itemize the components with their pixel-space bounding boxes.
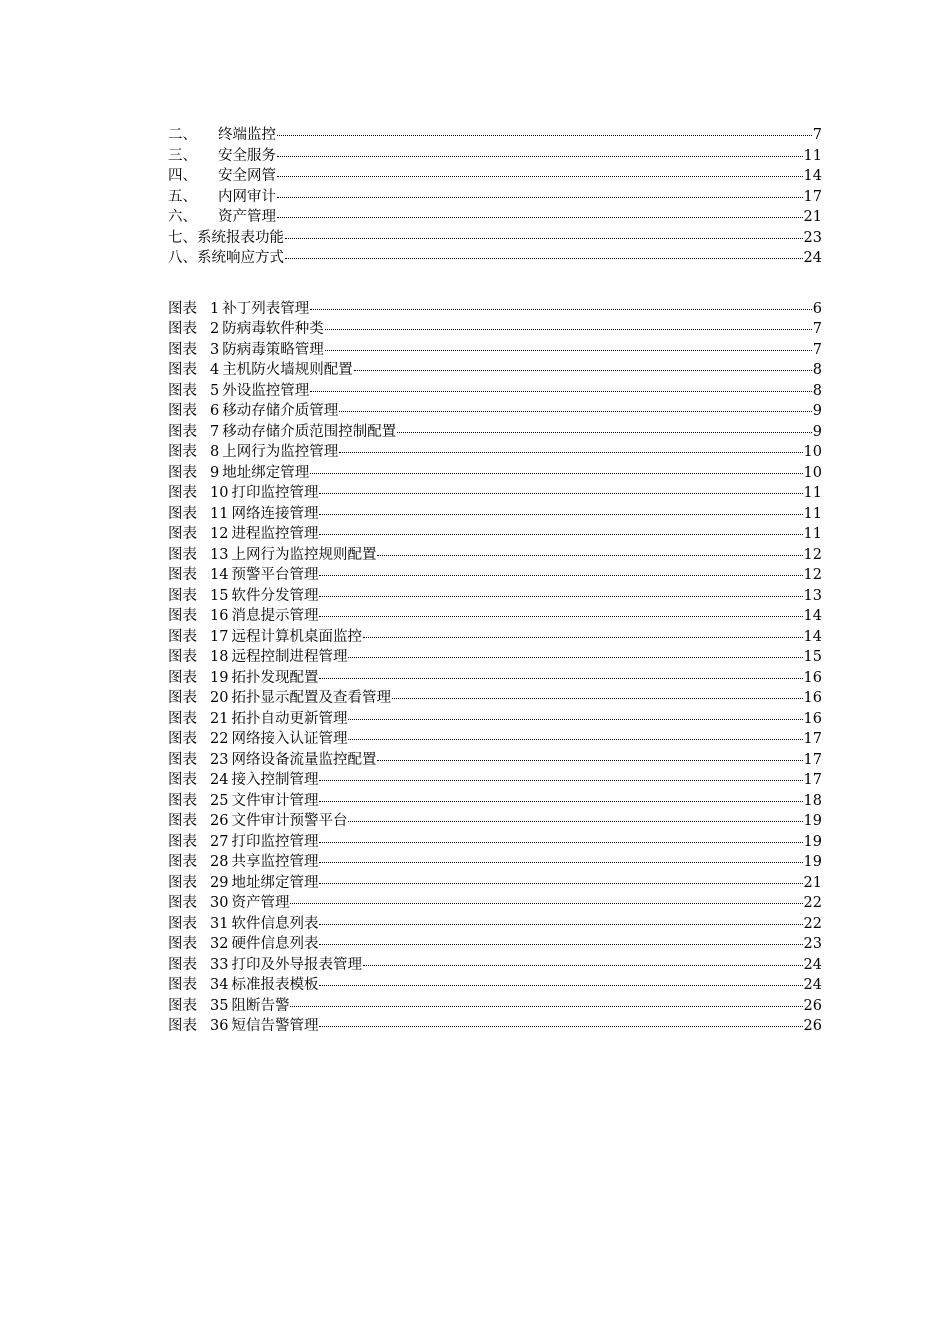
figure-number: 34 (210, 977, 229, 993)
figure-page: 22 (803, 895, 822, 911)
figure-prefix: 图表 (168, 505, 197, 522)
figure-prefix: 图表 (168, 587, 197, 604)
table-of-contents (168, 125, 822, 1037)
figure-number: 31 (210, 915, 229, 932)
toc-entry-number: 四、 (168, 168, 197, 184)
figure-prefix: 图表 (168, 628, 197, 645)
figure-entry[interactable] (168, 606, 822, 627)
figure-number: 21 (210, 710, 229, 727)
figure-title: 上网行为监控管理 (222, 444, 339, 460)
figure-title: 地址绑定管理 (231, 874, 319, 891)
figure-page: 22 (803, 915, 822, 932)
figure-title: 文件审计管理 (231, 792, 319, 809)
figure-number: 8 (210, 444, 220, 460)
figure-number: 28 (210, 854, 229, 870)
figure-title: 拓扑自动更新管理 (231, 710, 348, 727)
figure-prefix: 图表 (168, 608, 197, 624)
dot-leader (319, 616, 802, 617)
dot-leader (277, 217, 803, 218)
figure-page: 11 (803, 485, 822, 501)
figure-prefix: 图表 (168, 423, 197, 440)
figure-prefix: 图表 (168, 464, 197, 481)
figure-number: 6 (210, 403, 220, 419)
figure-number: 30 (210, 895, 229, 911)
figure-title: 接入控制管理 (231, 772, 319, 788)
figure-prefix: 图表 (168, 382, 197, 399)
figure-title: 文件审计预警平台 (231, 813, 348, 829)
dot-leader (319, 534, 802, 535)
figure-title: 防病毒软件种类 (222, 321, 324, 337)
figure-title: 进程监控管理 (231, 526, 319, 542)
figure-entry[interactable] (168, 750, 822, 771)
section-list (168, 125, 822, 269)
figure-entry[interactable] (168, 504, 822, 525)
figure-entry[interactable] (168, 770, 822, 791)
figure-prefix: 图表 (168, 546, 197, 563)
figure-title: 打印监控管理 (231, 485, 319, 501)
toc-entry[interactable] (168, 146, 822, 167)
dot-leader (319, 780, 802, 781)
figure-prefix: 图表 (168, 833, 197, 850)
figure-entry[interactable] (168, 442, 822, 463)
figure-prefix: 图表 (168, 772, 197, 788)
figure-number: 4 (210, 362, 220, 378)
figure-page: 24 (803, 956, 822, 973)
figure-entry[interactable] (168, 401, 822, 422)
toc-entry-number: 二、 (168, 127, 197, 143)
figure-page: 9 (812, 403, 822, 419)
figure-prefix: 图表 (168, 321, 197, 337)
dot-leader (277, 135, 812, 136)
figure-page: 10 (803, 464, 822, 481)
figure-entry[interactable] (168, 565, 822, 586)
dot-leader (348, 739, 802, 740)
dot-leader (377, 760, 802, 761)
figure-entry[interactable] (168, 709, 822, 730)
dot-leader (397, 432, 812, 433)
figure-prefix: 图表 (168, 690, 197, 706)
dot-leader (319, 596, 802, 597)
figure-number: 7 (210, 423, 220, 440)
dot-leader (319, 944, 802, 945)
toc-entry-title: 资产管理 (218, 209, 276, 225)
toc-entry-page: 21 (803, 209, 822, 225)
dot-leader (319, 493, 802, 494)
figure-prefix: 图表 (168, 567, 197, 583)
figure-entry[interactable] (168, 1016, 822, 1037)
figure-title: 软件分发管理 (231, 587, 319, 604)
toc-entry-page: 23 (803, 229, 822, 246)
figure-number: 22 (210, 731, 229, 747)
figure-prefix: 图表 (168, 813, 197, 829)
dot-leader (348, 719, 802, 720)
figure-page: 12 (803, 567, 822, 583)
figure-prefix: 图表 (168, 300, 197, 317)
figure-number: 35 (210, 997, 229, 1014)
dot-leader (319, 883, 802, 884)
figure-number: 25 (210, 792, 229, 809)
figure-prefix: 图表 (168, 649, 197, 665)
figure-prefix: 图表 (168, 444, 197, 460)
dot-leader (319, 862, 802, 863)
figure-entry[interactable] (168, 914, 822, 935)
figure-number: 12 (210, 526, 229, 542)
figure-page: 24 (803, 977, 822, 993)
figure-page: 6 (812, 300, 822, 317)
figure-page: 19 (803, 813, 822, 829)
figure-title: 拓扑显示配置及查看管理 (231, 690, 391, 706)
figure-prefix: 图表 (168, 854, 197, 870)
dot-leader (277, 176, 803, 177)
figure-entry[interactable] (168, 996, 822, 1017)
figure-title: 地址绑定管理 (222, 464, 310, 481)
toc-entry-page: 7 (812, 127, 822, 143)
toc-entry-number: 五、 (168, 188, 197, 205)
figure-number: 16 (210, 608, 229, 624)
dot-leader (319, 842, 802, 843)
figure-title: 移动存储介质管理 (222, 403, 339, 419)
toc-entry-title: 安全服务 (218, 147, 276, 164)
figure-title: 移动存储介质范围控制配置 (222, 423, 397, 440)
dot-leader (348, 657, 802, 658)
dot-leader (325, 350, 812, 351)
figure-entry[interactable] (168, 791, 822, 812)
figure-title: 硬件信息列表 (231, 936, 319, 952)
figure-entry[interactable] (168, 340, 822, 361)
figure-page: 23 (803, 936, 822, 952)
figure-page: 19 (803, 833, 822, 850)
figure-page: 14 (803, 608, 822, 624)
figure-title: 软件信息列表 (231, 915, 319, 932)
figure-number: 1 (210, 300, 220, 317)
figure-entry[interactable] (168, 586, 822, 607)
figure-title: 上网行为监控规则配置 (231, 546, 377, 563)
dot-leader (319, 985, 802, 986)
toc-entry-title: 内网审计 (218, 188, 276, 205)
dot-leader (310, 309, 812, 310)
figure-page: 13 (803, 587, 822, 604)
toc-entry-title: 系统响应方式 (197, 250, 284, 266)
dot-leader (319, 514, 802, 515)
figure-prefix: 图表 (168, 977, 197, 993)
figure-prefix: 图表 (168, 956, 197, 973)
figure-page: 10 (803, 444, 822, 460)
dot-leader (310, 473, 802, 474)
figure-list (168, 299, 822, 1037)
figure-title: 网络连接管理 (231, 505, 319, 522)
figure-number: 19 (210, 669, 229, 686)
figure-entry[interactable] (168, 627, 822, 648)
toc-entry[interactable] (168, 166, 822, 187)
figure-number: 23 (210, 751, 229, 768)
figure-title: 短信告警管理 (231, 1018, 319, 1034)
dot-leader (285, 238, 803, 239)
figure-number: 15 (210, 587, 229, 604)
figure-number: 33 (210, 956, 229, 973)
figure-entry[interactable] (168, 729, 822, 750)
figure-page: 21 (803, 874, 822, 891)
figure-prefix: 图表 (168, 751, 197, 768)
toc-entry-number: 三、 (168, 147, 197, 164)
figure-page: 16 (803, 710, 822, 727)
figure-number: 26 (210, 813, 229, 829)
dot-leader (310, 391, 812, 392)
figure-number: 14 (210, 567, 229, 583)
figure-page: 12 (803, 546, 822, 563)
toc-entry-title: 系统报表功能 (197, 229, 284, 246)
figure-page: 8 (812, 382, 822, 399)
dot-leader (354, 370, 812, 371)
figure-entry[interactable] (168, 832, 822, 853)
figure-prefix: 图表 (168, 874, 197, 891)
figure-page: 19 (803, 854, 822, 870)
figure-title: 资产管理 (231, 895, 290, 911)
figure-number: 3 (210, 341, 220, 358)
figure-prefix: 图表 (168, 669, 197, 686)
figure-number: 13 (210, 546, 229, 563)
figure-title: 打印及外导报表管理 (231, 956, 362, 973)
figure-entry[interactable] (168, 545, 822, 566)
figure-title: 主机防火墙规则配置 (222, 362, 353, 378)
dot-leader (339, 452, 802, 453)
figure-prefix: 图表 (168, 1018, 197, 1034)
figure-entry[interactable] (168, 299, 822, 320)
figure-page: 9 (812, 423, 822, 440)
dot-leader (363, 965, 803, 966)
figure-entry[interactable] (168, 647, 822, 668)
dot-leader (319, 575, 802, 576)
figure-number: 20 (210, 690, 229, 706)
figure-number: 27 (210, 833, 229, 850)
toc-entry[interactable] (168, 248, 822, 269)
figure-prefix: 图表 (168, 710, 197, 727)
toc-entry[interactable] (168, 125, 822, 146)
figure-prefix: 图表 (168, 341, 197, 358)
figure-page: 26 (803, 997, 822, 1014)
figure-page: 15 (803, 649, 822, 665)
dot-leader (377, 555, 802, 556)
toc-entry-title: 终端监控 (218, 127, 276, 143)
figure-number: 18 (210, 649, 229, 665)
dot-leader (277, 156, 803, 157)
figure-page: 26 (803, 1018, 822, 1034)
figure-prefix: 图表 (168, 485, 197, 501)
list-spacer (168, 269, 822, 299)
figure-page: 7 (812, 321, 822, 337)
figure-entry[interactable] (168, 893, 822, 914)
figure-entry[interactable] (168, 524, 822, 545)
toc-entry-page: 24 (803, 250, 822, 266)
figure-page: 7 (812, 341, 822, 358)
figure-prefix: 图表 (168, 997, 197, 1014)
figure-entry[interactable] (168, 319, 822, 340)
toc-entry[interactable] (168, 187, 822, 208)
figure-title: 共享监控管理 (231, 854, 319, 870)
figure-number: 36 (210, 1018, 229, 1034)
figure-prefix: 图表 (168, 895, 197, 911)
dot-leader (277, 197, 803, 198)
figure-title: 标准报表模板 (231, 977, 319, 993)
figure-number: 24 (210, 772, 229, 788)
figure-page: 18 (803, 792, 822, 809)
figure-page: 16 (803, 669, 822, 686)
dot-leader (285, 258, 803, 259)
figure-number: 5 (210, 382, 220, 399)
figure-prefix: 图表 (168, 915, 197, 932)
figure-title: 防病毒策略管理 (222, 341, 324, 358)
figure-number: 11 (210, 505, 229, 522)
dot-leader (319, 678, 802, 679)
toc-entry-title: 安全网管 (218, 168, 276, 184)
toc-entry-number: 六、 (168, 209, 197, 225)
figure-title: 网络接入认证管理 (231, 731, 348, 747)
figure-page: 11 (803, 526, 822, 542)
dot-leader (325, 329, 812, 330)
figure-entry[interactable] (168, 852, 822, 873)
figure-entry[interactable] (168, 668, 822, 689)
figure-entry[interactable] (168, 483, 822, 504)
figure-title: 网络设备流量监控配置 (231, 751, 377, 768)
dot-leader (348, 821, 802, 822)
figure-title: 消息提示管理 (231, 608, 319, 624)
figure-page: 11 (803, 505, 822, 522)
figure-title: 拓扑发现配置 (231, 669, 319, 686)
toc-entry-page: 14 (803, 168, 822, 184)
figure-entry[interactable] (168, 381, 822, 402)
figure-prefix: 图表 (168, 792, 197, 809)
figure-prefix: 图表 (168, 526, 197, 542)
figure-entry[interactable] (168, 422, 822, 443)
figure-number: 17 (210, 628, 229, 645)
figure-page: 17 (803, 772, 822, 788)
figure-title: 补丁列表管理 (222, 300, 310, 317)
dot-leader (392, 698, 803, 699)
figure-page: 14 (803, 628, 822, 645)
figure-prefix: 图表 (168, 731, 197, 747)
figure-page: 17 (803, 731, 822, 747)
figure-prefix: 图表 (168, 936, 197, 952)
figure-entry[interactable] (168, 463, 822, 484)
figure-entry[interactable] (168, 360, 822, 381)
figure-entry[interactable] (168, 975, 822, 996)
figure-title: 预警平台管理 (231, 567, 319, 583)
figure-entry[interactable] (168, 688, 822, 709)
figure-entry[interactable] (168, 955, 822, 976)
figure-title: 远程计算机桌面监控 (231, 628, 362, 645)
toc-entry-page: 11 (803, 147, 822, 164)
figure-title: 外设监控管理 (222, 382, 310, 399)
dot-leader (290, 903, 802, 904)
figure-entry[interactable] (168, 811, 822, 832)
dot-leader (319, 801, 802, 802)
figure-page: 8 (812, 362, 822, 378)
dot-leader (290, 1006, 802, 1007)
toc-entry[interactable] (168, 207, 822, 228)
figure-number: 10 (210, 485, 229, 501)
figure-prefix: 图表 (168, 403, 197, 419)
figure-page: 16 (803, 690, 822, 706)
figure-entry[interactable] (168, 873, 822, 894)
figure-number: 2 (210, 321, 220, 337)
dot-leader (319, 1026, 802, 1027)
toc-entry-page: 17 (803, 188, 822, 205)
figure-entry[interactable] (168, 934, 822, 955)
toc-entry[interactable] (168, 228, 822, 249)
figure-page: 17 (803, 751, 822, 768)
figure-title: 打印监控管理 (231, 833, 319, 850)
figure-title: 远程控制进程管理 (231, 649, 348, 665)
toc-entry-number: 八、 (168, 250, 197, 266)
figure-prefix: 图表 (168, 362, 197, 378)
figure-number: 29 (210, 874, 229, 891)
toc-entry-number: 七、 (168, 229, 197, 246)
figure-number: 32 (210, 936, 229, 952)
dot-leader (339, 411, 812, 412)
dot-leader (363, 637, 803, 638)
figure-title: 阻断告警 (231, 997, 290, 1014)
figure-number: 9 (210, 464, 220, 481)
dot-leader (319, 924, 802, 925)
